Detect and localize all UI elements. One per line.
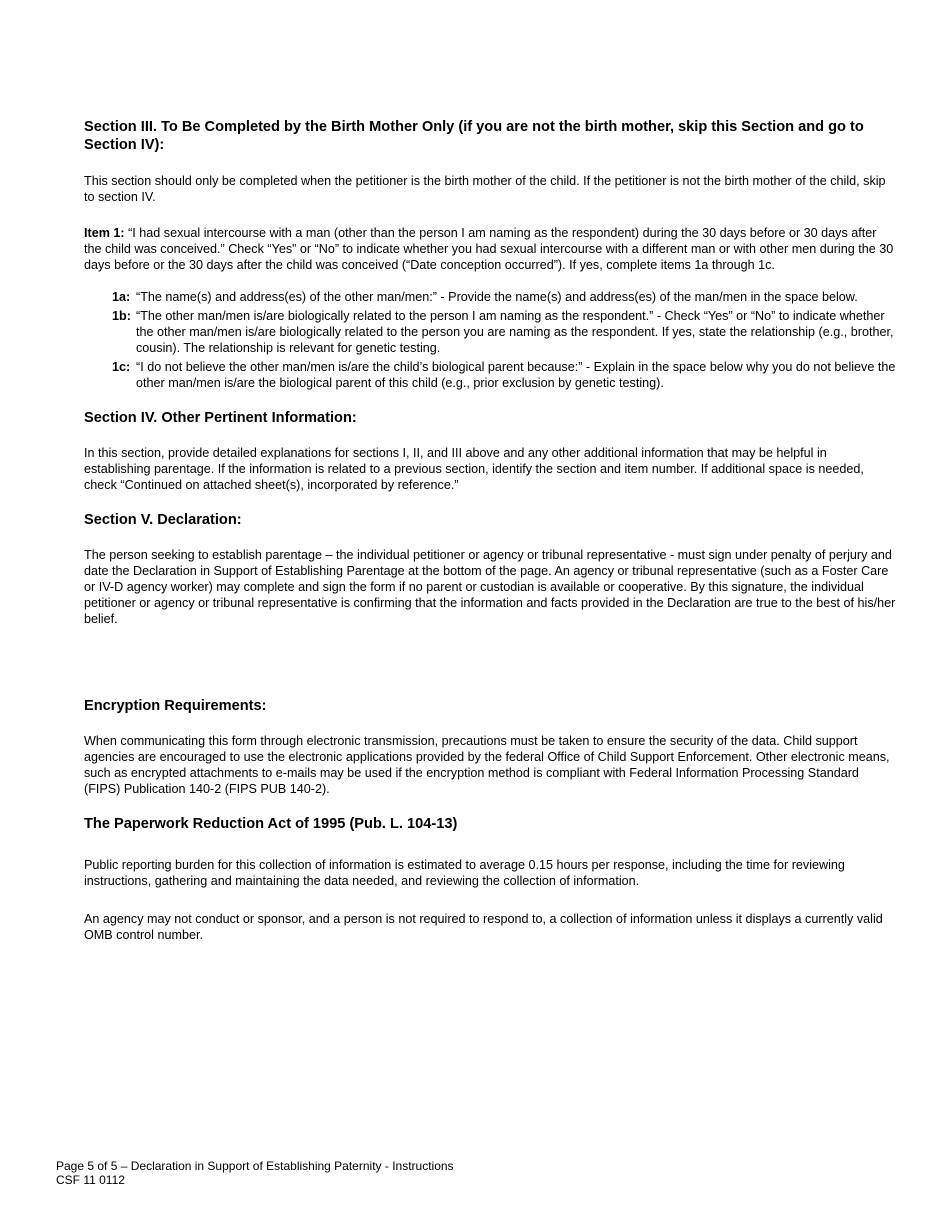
section4-body: In this section, provide detailed explanations for sections I, II, and III above and any other additional information that may be helpful in establishing parentage. If the information is related to a previous section, identify the section and item number. If additional space is needed, check “Continued on attached sheet(s), incorporated by reference.” [84, 446, 864, 492]
item1-text: “I had sexual intercourse with a man (other than the person I am naming as the respondent) during the 30 days before or 30 days after the child was conceived.” Check “Yes” or “No” to indicate whether you had sexual intercourse with a different man or with other men during the 30 days before or the 30 days after the child was conceived (“Date conception occurred”). If yes, complete items 1a through 1c. [84, 226, 894, 272]
subitem-1c [112, 359, 896, 391]
item1-label: Item 1: [84, 226, 125, 240]
footer-page-info: Page 5 of 5 – Declaration in Support of Establishing Paternity - Instructions [56, 1159, 454, 1173]
section3-intro: This section should only be completed when the petitioner is the birth mother of the child. If the petitioner is not the birth mother of the child, skip to section IV. [84, 174, 886, 204]
subitem-label: 1b: [112, 309, 131, 323]
encryption-title: Encryption Requirements: [84, 698, 267, 714]
section5-title: Section V. Declaration: [84, 512, 242, 528]
paperwork-title: The Paperwork Reduction Act of 1995 (Pub. L. 104-13) [84, 816, 458, 832]
section3-title: Section III. To Be Completed by the Birth Mother Only (if you are not the birth mother, skip this Section and go to Section IV): [84, 119, 864, 153]
section4-title: Section IV. Other Pertinent Information: [84, 410, 357, 426]
item1-subitems [112, 289, 896, 391]
subitem-1b [112, 308, 896, 356]
subitem-label: 1a: [112, 290, 131, 304]
section5-body: The person seeking to establish parentage – the individual petitioner or agency or tribunal representative - must sign under penalty of perjury and date the Declaration in Support of Establishing Parentage at the bottom of the page. An agency or tribunal representative (such as a Foster Care or IV-D agency worker) may complete and sign the form if no parent or custodian is available or cooperative. By this signature, the individual petitioner or agency or tribunal representative is confirming that the information and facts provided in the Declaration are true to the best of his/her belief. [84, 548, 896, 626]
item1-paragraph [84, 225, 896, 273]
footer-form-number: CSF 11 0112 [56, 1173, 125, 1187]
subitem-text: “The name(s) and address(es) of the other man/men:” - Provide the name(s) and address(es) of the man/men in the space below. [136, 290, 858, 304]
paperwork-body-1: Public reporting burden for this collection of information is estimated to average 0.15 hours per response, including the time for reviewing instructions, gathering and maintaining the data needed, and reviewing the collection of information. [84, 858, 845, 888]
subitem-label: 1c: [112, 360, 131, 374]
paperwork-body-2: An agency may not conduct or sponsor, and a person is not required to respond to, a collection of information unless it displays a currently valid OMB control number. [84, 912, 883, 942]
subitem-text: “The other man/men is/are biologically related to the person I am naming as the respondent.” - Check “Yes” or “No” to indicate whether the other man/men is/are biologically related to the person you are naming as the respondent. If yes, state the relationship (e.g., brother, cousin). The relationship is relevant for genetic testing. [136, 309, 894, 355]
page-footer [56, 1159, 454, 1187]
encryption-body: When communicating this form through electronic transmission, precautions must be taken to ensure the security of the data. Child support agencies are encouraged to use the electronic applications provided by the federal Office of Child Support Enforcement. Other electronic means, such as encrypted attachments to e-mails may be used if the encryption method is compliant with Federal Information Processing Standard (FIPS) Publication 140-2 (FIPS PUB 140-2). [84, 734, 890, 796]
subitem-1a [112, 289, 896, 305]
subitem-text: “I do not believe the other man/men is/are the child’s biological parent because:” - Explain in the space below why you do not believe the other man/men is/are the biological parent of this child (e.g., prior exclusion by genetic testing). [136, 360, 896, 390]
page-content [84, 118, 896, 943]
